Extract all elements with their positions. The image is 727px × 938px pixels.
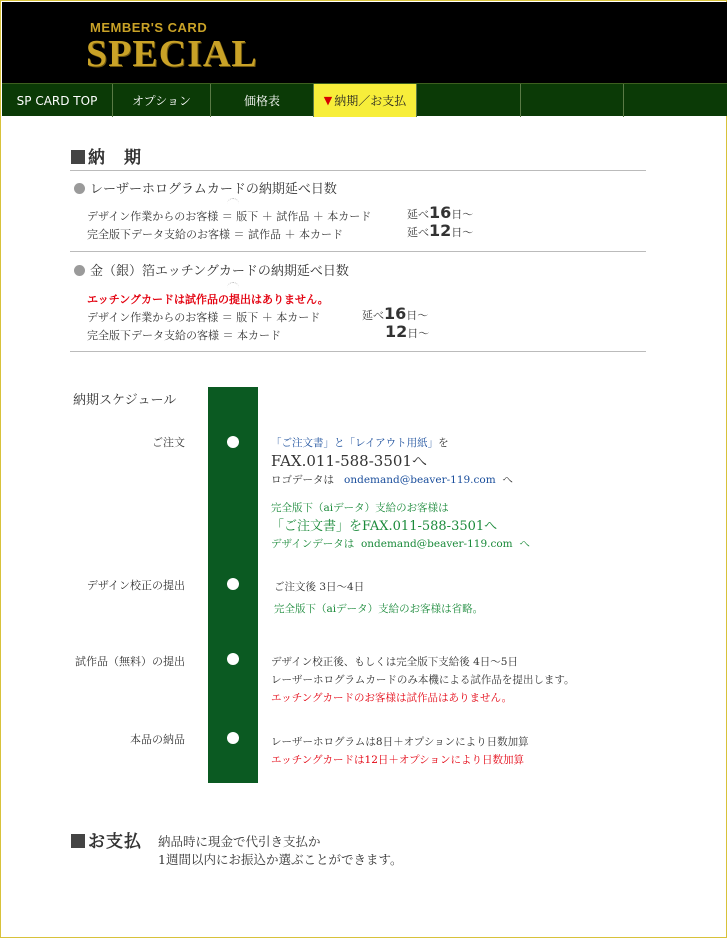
header — [2, 2, 727, 83]
payment-line-2: 1週間以内にお振込か選ぶことができます。 — [158, 852, 403, 867]
step-label-delivery: 本品の納品 — [130, 733, 185, 746]
order-logo-data: ロゴデータは ondemand@beaver-119.com へ — [271, 474, 513, 486]
nav-tab-label: SP CARD TOP — [16, 93, 98, 108]
sample-line-2: レーザーホログラムカードのみ本機による試作品を提出します。 — [271, 674, 575, 686]
etching-note: エッチングカードは試作品の提出はありません。 — [87, 293, 329, 306]
delivery-line-1: レーザーホログラムは8日＋オプションにより日数加算 — [271, 736, 529, 748]
nav-tab-price[interactable] — [211, 84, 314, 117]
hologram-row-1-days: 延べ16日～ — [407, 203, 474, 222]
etching-heading: 金（銀）箔エッチングカードの納期延べ日数 — [74, 260, 349, 279]
bullet-icon — [74, 265, 85, 276]
square-icon — [71, 150, 85, 164]
nav-tab-option[interactable] — [113, 84, 211, 117]
nav-tab-empty-1[interactable] — [417, 84, 521, 117]
square-icon — [71, 834, 85, 848]
payment-heading: お支払 — [71, 827, 142, 852]
order-fax: FAX.011-588-3501へ — [271, 452, 427, 470]
proof-line-2: 完全版下（aiデータ）支給のお客様は省略。 — [274, 603, 484, 615]
order-design-data: デザインデータは ondemand@beaver-119.com へ — [271, 538, 530, 550]
timeline-dot — [227, 578, 239, 590]
header-subtitle: MEMBER'S CARD — [90, 20, 208, 35]
bullet-icon — [74, 183, 85, 194]
main-nav — [2, 83, 727, 116]
nav-tab-label: 納期／お支払 — [334, 94, 407, 108]
divider — [70, 170, 646, 171]
step-label-design-proof: デザイン校正の提出 — [86, 579, 185, 592]
sample-line-1: デザイン校正後、もしくは完全版下支給後 4日～5日 — [271, 656, 518, 668]
hologram-row-2: 完全版下データ支給のお客様 ＝ 試作品 ＋ 本カード — [87, 228, 343, 241]
order-ai-line-2: 「ご注文書」をFAX.011-588-3501へ — [271, 519, 498, 534]
nav-tab-empty-2[interactable] — [521, 84, 624, 117]
schedule-heading: 納期スケジュール — [73, 393, 177, 408]
hologram-row-1: デザイン作業からのお客様 ＝ 版下 ＋ 試作品 ＋ 本カード — [87, 210, 372, 223]
nav-tab-sp-card-top[interactable] — [2, 84, 113, 117]
header-title: SPECIAL — [86, 33, 258, 75]
etching-row-2: 完全版下データ支給の客様 ＝ 本カード — [87, 329, 281, 342]
nav-tab-delivery-payment[interactable] — [314, 84, 417, 117]
nav-tab-empty-3[interactable] — [624, 84, 727, 117]
order-line-1: 「ご注文書」と「レイアウト用紙」を — [271, 437, 449, 449]
etching-row-1-days: 延べ16日～ — [362, 304, 429, 323]
timeline-dot — [227, 732, 239, 744]
triangle-down-icon: ▼ — [323, 94, 333, 107]
hologram-heading: レーザーホログラムカードの納期延べ日数 — [74, 178, 337, 197]
step-label-sample: 試作品（無料）の提出 — [75, 655, 185, 668]
proof-line-1: ご注文後 3日～4日 — [274, 581, 365, 593]
divider — [70, 351, 646, 352]
order-ai-line-1: 完全版下（aiデータ）支給のお客様は — [271, 502, 449, 514]
timeline-dot — [227, 653, 239, 665]
etching-row-1: デザイン作業からのお客様 ＝ 版下 ＋ 本カード — [87, 311, 321, 324]
nav-tab-label: オプション — [132, 94, 191, 108]
hologram-row-2-days: 延べ12日～ — [407, 221, 474, 240]
design-email-link[interactable]: ondemand@beaver-119.com — [360, 538, 513, 550]
order-email-link[interactable]: ondemand@beaver-119.com — [344, 474, 496, 486]
timeline-dot — [227, 436, 239, 448]
step-label-order: ご注文 — [152, 436, 185, 449]
sample-line-3: エッチングカードのお客様は試作品はありません。 — [271, 692, 513, 704]
etching-row-2-days: 12日～ — [385, 322, 430, 341]
nav-tab-label: 価格表 — [243, 94, 280, 108]
payment-line-1: 納品時に現金で代引き支払か — [158, 834, 321, 849]
divider — [70, 251, 646, 252]
delivery-line-2: エッチングカードは12日＋オプションにより日数加算 — [271, 754, 524, 766]
delivery-heading: 納 期 — [71, 143, 142, 168]
